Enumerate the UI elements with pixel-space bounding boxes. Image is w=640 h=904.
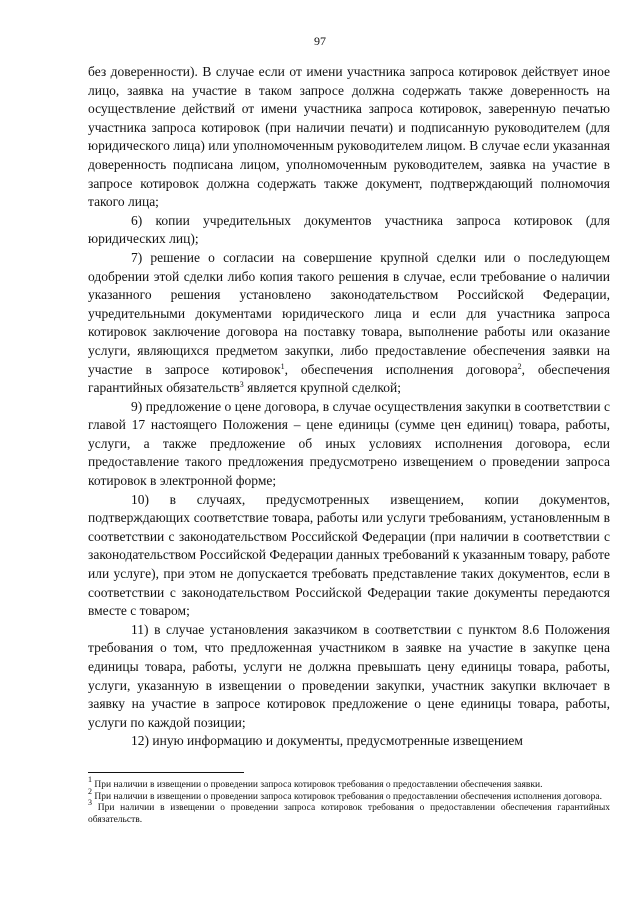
paragraph-item-7-text-2: , обеспечения исполнения договора [284,361,518,377]
paragraph-item-7-text-1: 7) решение о согласии на совершение крупной сделки или о последующем одобрении этой сделки либо копия такого решения в случае, если требование о наличии указанного решения установлено законодательством Российской Федерации, учредительными документами юридического лица и если для участника запроса котировок заключение договора на поставку товара, выполнение работы или оказание услуги, являющихся предметом закупки, либо предоставление обеспечения заявки на участие в запросе котировок [88,249,610,377]
paragraph-item-7 [88,249,610,398]
footnote-text-1: При наличии в извещении о проведении запроса котировок требования о предоставлении обеспечения заявки. [92,780,543,790]
footnote-text-3: При наличии в извещении о проведении запроса котировок требования о предоставлении обеспечения гарантийных обязательств. [88,803,610,825]
footnote-2 [88,786,610,804]
paragraph-item-9: 9) предложение о цене договора, в случае осуществления закупки в соответствии с главой 17 настоящего Положения – цене единицы (сумме цен единиц) товара, работы, услуги, а также предложение об иных условиях исполнения договора, если предоставление такого предложения предусмотрено извещением о проведении запроса котировок в электронной форме; [88,398,610,489]
paragraph-item-11: 11) в случае установления заказчиком в соответствии с пунктом 8.6 Положения требования о том, что предложенная участником в заявке на участие в закупке цена единицы товара, работы, услуги не должна превышать цену единицы товара, работы, услуги, указанную в извещении о проведении закупки, участник закупки включает в заявку на участие в запросе котировок предложение о цене единицы товара, работы, услуги по каждой позиции; [88,621,610,730]
footnote-mark-3: 3 [88,798,92,807]
footnote-ref-1[interactable]: 1 [280,361,285,371]
footnote-text-2: При наличии в извещении о проведении запроса котировок требования о предоставлении обеспечения исполнения договора. [92,791,603,802]
paragraph-item-10: 10) в случаях, предусмотренных извещением, копии документов, подтверждающих соответствие товара, работы или услуги требованиям, установленным в соответствии с законодательством Российской Федерации (при наличии в соответствии с законодательством Российской Федерации данных требований к указанным товару, работе или услуге), при этом не допускается требовать представление таких документов, если в соответствии с законодательством Российской Федерации такие документы передаются вместе с товаром; [88,491,610,619]
footnote-mark-2: 2 [88,786,92,796]
paragraph-item-7-text-4: является крупной сделкой; [243,380,402,396]
footnote-ref-3[interactable]: 3 [239,380,244,390]
paragraph-item-6: 6) копии учредительных документов участника запроса котировок (для юридических лиц); [88,212,610,247]
footnote-mark-1: 1 [88,775,92,784]
footnote-separator [88,772,244,773]
footnotes [88,775,610,826]
paragraph-item-7-text-3: , обеспечения гарантийных обязательств [88,361,610,396]
footnote-1 [88,775,610,792]
page-number: 97 [314,34,326,48]
document-body [88,63,610,751]
paragraph-continuation: без доверенности). В случае если от имени участника запроса котировок действует иное лицо, заявка на участие в таком запросе должна содержать также доверенность на осуществление действий от имени участника запроса котировок, заверенную печатью участника запроса котировок (при наличии печати) и подписанную руководителем (для юридического лица) или уполномоченным руководителем лицом. В случае если указанная доверенность подписана лицом, уполномоченным руководителем, заявка на участие в запросе котировок должна содержать также документ, подтверждающий полномочия такого лица; [88,64,610,210]
footnote-3 [88,798,610,826]
footnote-ref-2[interactable]: 2 [517,361,522,371]
paragraph-item-12: 12) иную информацию и документы, предусмотренные извещением [131,733,523,749]
